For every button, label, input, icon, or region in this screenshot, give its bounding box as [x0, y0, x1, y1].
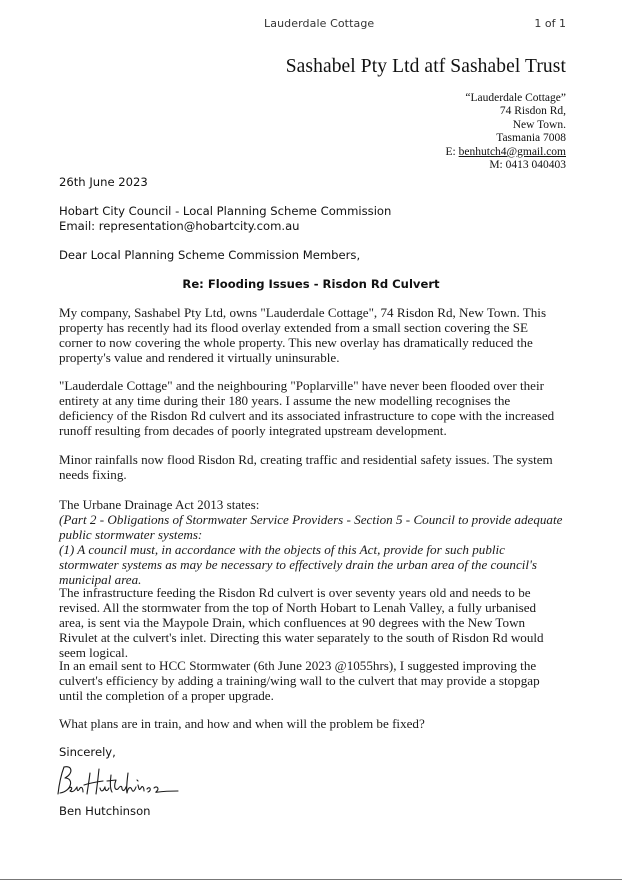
document-title: Lauderdale Cottage: [264, 17, 375, 30]
body-paragraph: [59, 378, 564, 438]
mobile-line: M: 0413 040403: [489, 159, 566, 172]
letterhead-company: Sashabel Pty Ltd atf Sashabel Trust: [285, 56, 566, 77]
paragraph-text: In an email sent to HCC Stormwater (6th June 2023 @1055hrs), I suggested improving the culvert's efficiency by adding a training/wing wall to the culvert that may provide a stopgap until the completion of a proper upgrade.: [59, 658, 540, 703]
recipient-organisation: Hobart City Council - Local Planning Scheme Commission: [59, 204, 392, 218]
act-section: (Part 2 - Obligations of Stormwater Service Providers - Section 5 - Council to provide adequate public stormwater systems:: [59, 512, 563, 542]
letter-date: 26th June 2023: [59, 175, 148, 189]
paragraph-text: The infrastructure feeding the Risdon Rd culvert is over seventy years old and needs to be revised. All the stormwater from the top of North Hobart to Lenah Valley, a fully urbanised area, is sent via the Maypole Drain, which confluences at 90 degrees with the New Town Rivulet at the culvert's inlet. Directing this water separately to the south of Risdon Rd would seem logical.: [59, 585, 544, 660]
body-paragraph: [59, 716, 564, 731]
email-line: [446, 146, 566, 159]
recipient-block: [59, 204, 391, 234]
email-link[interactable]: benhutch4@gmail.com: [458, 145, 566, 158]
body-paragraph: [59, 658, 564, 703]
signature-image: [56, 763, 180, 799]
email-label: E:: [445, 145, 459, 158]
signer-name: Ben Hutchinson: [59, 804, 151, 818]
act-intro: The Urbane Drainage Act 2013 states:: [59, 497, 260, 512]
body-paragraph: [59, 452, 564, 482]
paragraph-text: My company, Sashabel Pty Ltd, owns "Lauderdale Cottage", 74 Risdon Rd, New Town. This property has recently had its flood overlay extended from a small section covering the SE corner to now covering the whole property. This new overlay has dramatically reduced the property's value and rendered it virtually uninsurable.: [59, 305, 547, 365]
page-count: 1 of 1: [534, 17, 566, 30]
body-paragraph: [59, 305, 564, 365]
act-clause: (1) A council must, in accordance with the objects of this Act, provide for such public stormwater systems as may be necessary to effectively drain the urban area of the council's municipal area.: [59, 542, 537, 587]
address-line: 74 Risdon Rd,: [499, 105, 566, 118]
act-quote: [59, 497, 564, 587]
address-line: New Town.: [512, 118, 566, 131]
recipient-email: Email: representation@hobartcity.com.au: [59, 219, 300, 233]
body-paragraph: [59, 585, 564, 660]
page-header: [0, 17, 622, 33]
closing: Sincerely,: [59, 745, 116, 759]
sender-address: [446, 92, 566, 172]
address-line: Tasmania 7008: [496, 132, 566, 145]
paragraph-text: Minor rainfalls now flood Risdon Rd, creating traffic and residential safety issues. The system needs fixing.: [59, 452, 553, 482]
subject-line: Re: Flooding Issues - Risdon Rd Culvert: [182, 277, 440, 291]
salutation: Dear Local Planning Scheme Commission Members,: [59, 248, 361, 262]
paragraph-text: What plans are in train, and how and when will the problem be fixed?: [59, 716, 425, 731]
address-line: “Lauderdale Cottage”: [465, 92, 566, 104]
paragraph-text: "Lauderdale Cottage" and the neighbouring "Poplarville" have never been flooded over their entirety at any time during their 180 years. I assume the new modelling recognises the deficiency of the Risdon Rd culvert and its associated infrastructure to cope with the increased runoff resulting from decades of poorly integrated upstream development.: [59, 378, 555, 438]
